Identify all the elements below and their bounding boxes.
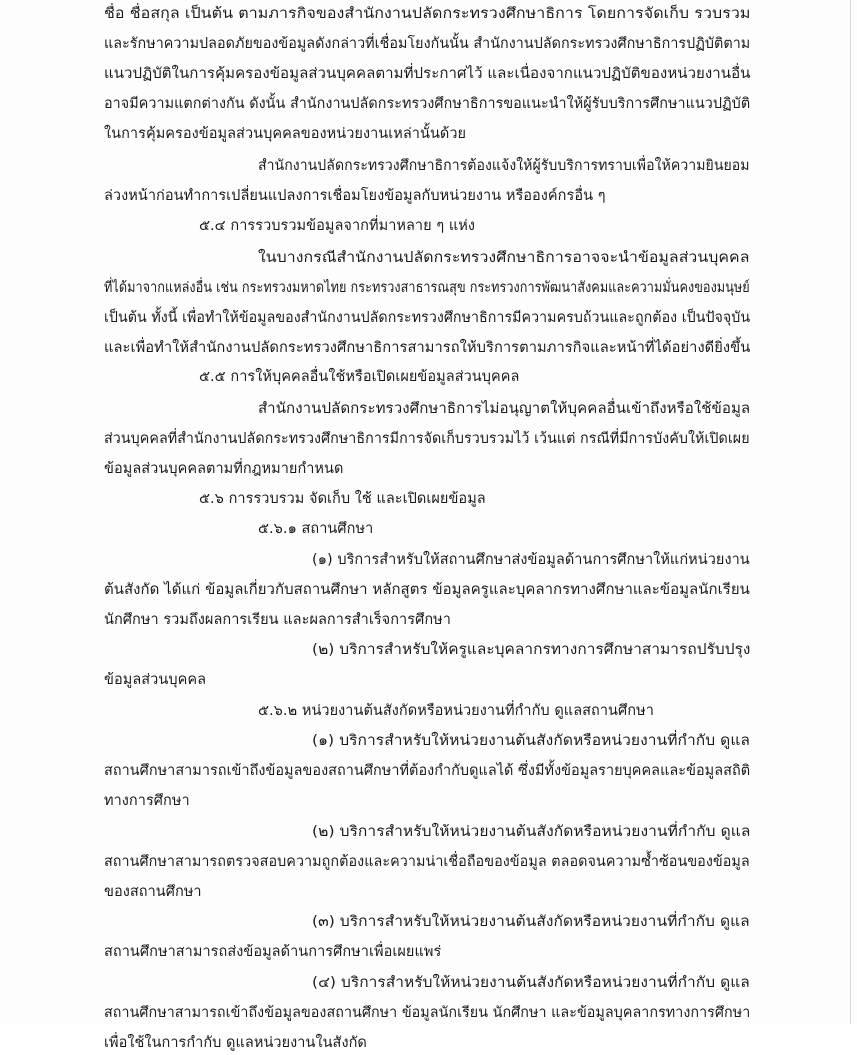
text-line: ต้นสังกัด ได้แก่ ข้อมูลเกี่ยวกับสถานศึกษา หลักสูตร ข้อมูลครูและบุคลากรทางศึกษาและข้อมูลนักเรียน — [104, 582, 750, 598]
text-line: สถานศึกษาสามารถเข้าถึงข้อมูลของสถานศึกษา ข้อมูลนักเรียน นักศึกษา และข้อมูลบุคลากรทางการศึกษา — [104, 1005, 751, 1021]
text-line: สถานศึกษาสามารถส่งข้อมูลด้านการศึกษาเพื่อเผยแพร่ — [104, 944, 442, 960]
text-line: ในการคุ้มครองข้อมูลส่วนบุคคลของหน่วยงานเหล่านั้นด้วย — [104, 126, 467, 142]
text-line: ที่ได้มาจากแหล่งอื่น เช่น กระทรวงมหาดไทย กระทรวงสาธารณสุข กระทรวงการพัฒนาสังคมและความมั่นคงของมนุษย์ — [104, 280, 750, 296]
text-line: ล่วงหน้าก่อนทำการเปลี่ยนแปลงการเชื่อมโยงข้อมูลกับหน่วยงาน หรือองค์กรอื่น ๆ — [104, 188, 606, 204]
text-line: ชื่อ ชื่อสกุล เป็นต้น ตามภารกิจของสำนักงานปลัดกระทรวงศึกษาธิการ โดยการจัดเก็บ รวบรวม — [104, 6, 751, 22]
text-line: ๕.๖ การรวบรวม จัดเก็บ ใช้ และเปิดเผยข้อมูล — [199, 491, 486, 507]
text-line: ข้อมูลส่วนบุคคล — [104, 672, 207, 688]
text-line: ของสถานศึกษา — [104, 884, 202, 900]
text-line: สถานศึกษาสามารถตรวจสอบความถูกต้องและความน่าเชื่อถือของข้อมูล ตลอดจนความซ้ำซ้อนของข้อมูล — [104, 854, 750, 870]
text-line: ทางการศึกษา — [104, 793, 190, 809]
text-line: (๒) บริการสำหรับให้ครูและบุคลากรทางการศึกษาสามารถปรับปรุง — [312, 642, 751, 658]
text-line: (๑) บริการสำหรับให้สถานศึกษาส่งข้อมูลด้านการศึกษาให้แก่หน่วยงาน — [312, 552, 750, 568]
text-line: ส่วนบุคคลที่สำนักงานปลัดกระทรวงศึกษาธิการมีการจัดเก็บรวบรวมไว้ เว้นแต่ กรณีที่มีการบังคับให้เปิดเผย — [104, 431, 750, 447]
text-line: ๕.๖.๒ หน่วยงานต้นสังกัดหรือหน่วยงานที่กำกับ ดูแลสถานศึกษา — [258, 703, 654, 719]
text-line: และเพื่อทำให้สำนักงานปลัดกระทรวงศึกษาธิการสามารถให้บริการตามภารกิจและหน้าที่ได้อย่างดียิ่งขึ้น — [104, 340, 751, 356]
text-line: สถานศึกษาสามารถเข้าถึงข้อมูลของสถานศึกษาที่ต้องกำกับดูแลได้ ซึ่งมีทั้งข้อมูลรายบุคคลและข้อมูลสถิติ — [104, 763, 751, 779]
page-edge-divider — [850, 0, 851, 1024]
text-line: อาจมีความแตกต่างกัน ดังนั้น สำนักงานปลัดกระทรวงศึกษาธิการขอแนะนำให้ผู้รับบริการศึกษาแนวปฏิบัติ — [104, 96, 751, 112]
text-line: เป็นต้น ทั้งนี้ เพื่อทำให้ข้อมูลของสำนักงานปลัดกระทรวงศึกษาธิการมีความครบถ้วนและถูกต้อง เป็นปัจจุบัน — [104, 310, 751, 326]
text-line: ในบางกรณีสำนักงานปลัดกระทรวงศึกษาธิการอาจจะนำข้อมูลส่วนบุคคล — [258, 250, 750, 266]
text-line: (๔) บริการสำหรับให้หน่วยงานต้นสังกัดหรือหน่วยงานที่กำกับ ดูแล — [312, 975, 750, 991]
text-line: เพื่อใช้ในการกำกับ ดูแลหน่วยงานในสังกัด — [104, 1035, 367, 1051]
text-line: ๕.๔ การรวบรวมข้อมูลจากที่มาหลาย ๆ แห่ง — [199, 218, 475, 234]
text-line: และรักษาความปลอดภัยของข้อมูลดังกล่าวที่เชื่อมโยงกันนั้น สำนักงานปลัดกระทรวงศึกษาธิการปฏิบัติตาม — [104, 36, 751, 52]
text-line: นักศึกษา รวมถึงผลการเรียน และผลการสำเร็จการศึกษา — [104, 612, 451, 628]
text-line: ๕.๕ การให้บุคคลอื่นใช้หรือเปิดเผยข้อมูลส่วนบุคคล — [199, 369, 520, 385]
text-line: แนวปฏิบัติในการคุ้มครองข้อมูลส่วนบุคคลตามที่ประกาศไว้ และเนื่องจากแนวปฏิบัติของหน่วยงานอื่น — [104, 66, 751, 82]
text-line: ๕.๖.๑ สถานศึกษา — [258, 521, 374, 537]
text-line: (๓) บริการสำหรับให้หน่วยงานต้นสังกัดหรือหน่วยงานที่กำกับ ดูแล — [312, 914, 750, 930]
text-line: ข้อมูลส่วนบุคคลตามที่กฎหมายกำหนด — [104, 461, 344, 477]
text-line: สำนักงานปลัดกระทรวงศึกษาธิการต้องแจ้งให้ผู้รับบริการทราบเพื่อให้ความยินยอม — [258, 158, 750, 174]
text-line: สำนักงานปลัดกระทรวงศึกษาธิการไม่อนุญาตให้บุคคลอื่นเข้าถึงหรือใช้ข้อมูล — [258, 401, 751, 417]
text-line: (๒) บริการสำหรับให้หน่วยงานต้นสังกัดหรือหน่วยงานที่กำกับ ดูแล — [312, 824, 751, 840]
text-line: (๑) บริการสำหรับให้หน่วยงานต้นสังกัดหรือหน่วยงานที่กำกับ ดูแล — [312, 733, 751, 749]
